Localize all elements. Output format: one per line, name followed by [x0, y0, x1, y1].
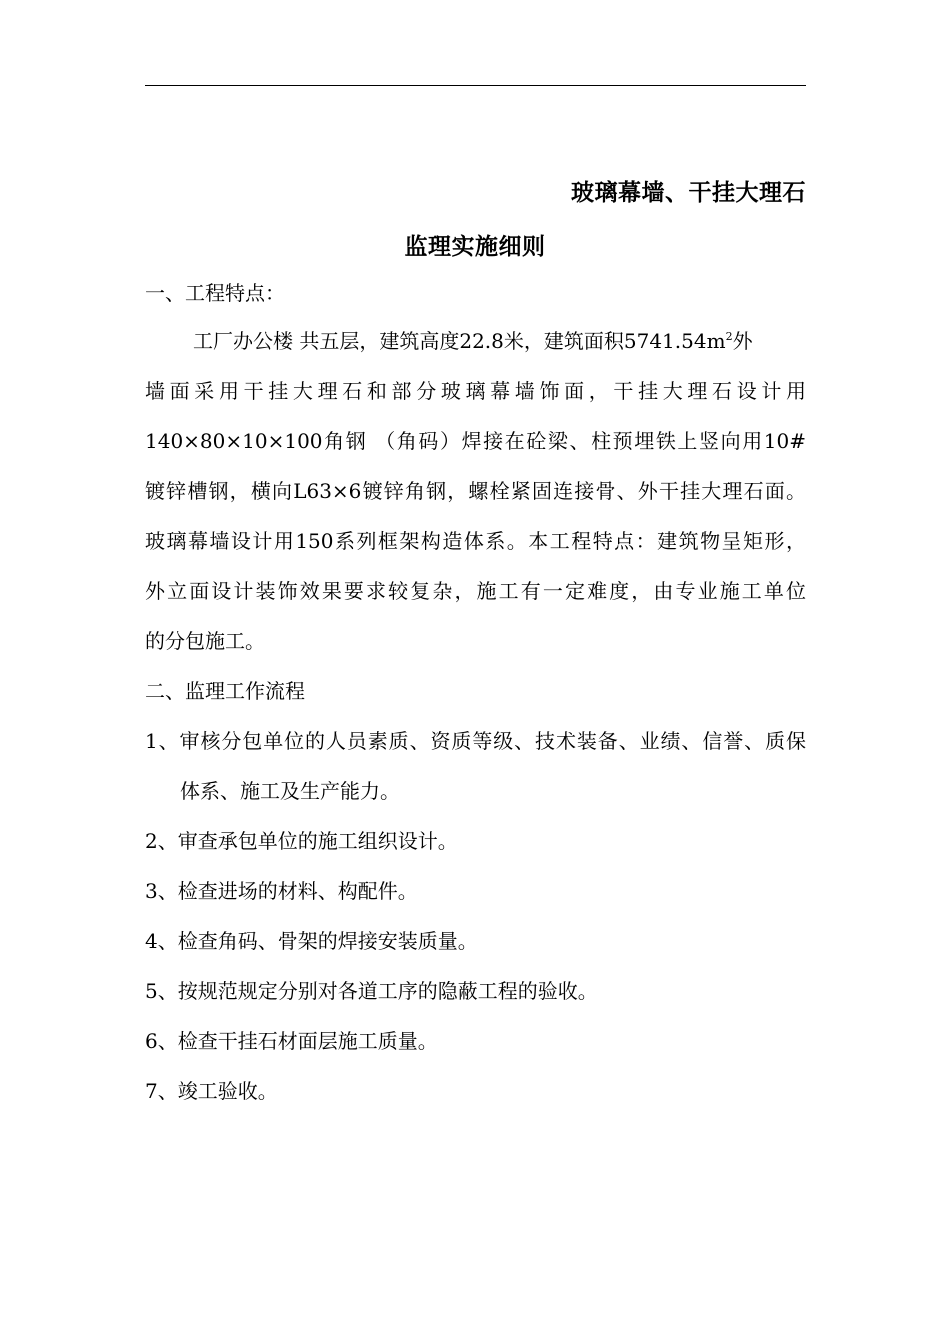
paragraph-line-4: 镀锌槽钢，横向L63×6镀锌角钢，螺栓紧固连接骨、外干挂大理石面。 — [145, 479, 806, 503]
document-title-line-1: 玻璃幕墙、干挂大理石 — [571, 179, 806, 206]
list-item-1: 1、审核分包单位的人员素质、资质等级、技术装备、业绩、信誉、质保 — [145, 729, 806, 753]
paragraph-line-2: 墙面采用干挂大理石和部分玻璃幕墙饰面，干挂大理石设计用 — [145, 379, 806, 403]
paragraph-line-1 — [193, 327, 753, 355]
list-item-5: 5、按规范规定分别对各道工序的隐蔽工程的验收。 — [145, 979, 598, 1003]
list-item-1-continuation: 体系、施工及生产能力。 — [180, 779, 400, 803]
section-2-heading: 二、监理工作流程 — [145, 679, 305, 703]
list-item-4: 4、检查角码、骨架的焊接安装质量。 — [145, 929, 478, 953]
list-item-7: 7、竣工验收。 — [145, 1079, 278, 1103]
paragraph-line-7: 的分包施工。 — [145, 629, 265, 653]
superscript-2: 2 — [725, 330, 733, 343]
paragraph-line-6: 外立面设计装饰效果要求较复杂，施工有一定难度，由专业施工单位 — [145, 579, 806, 603]
paragraph-line-5: 玻璃幕墙设计用150系列框架构造体系。本工程特点：建筑物呈矩形， — [145, 529, 806, 553]
header-rule — [145, 85, 806, 86]
document-title-line-2: 监理实施细则 — [404, 233, 546, 260]
list-item-2: 2、审查承包单位的施工组织设计。 — [145, 829, 458, 853]
section-1-heading: 一、工程特点： — [145, 281, 285, 305]
list-item-6: 6、检查干挂石材面层施工质量。 — [145, 1029, 438, 1053]
list-item-3: 3、检查进场的材料、构配件。 — [145, 879, 418, 903]
paragraph-line-1-text: 工厂办公楼 共五层，建筑高度22.8米，建筑面积5741.54m — [193, 329, 726, 353]
paragraph-line-1-tail: 外 — [732, 329, 753, 353]
paragraph-line-3: 140×80×10×100角钢 （角码）焊接在砼梁、柱预埋铁上竖向用10# — [145, 429, 806, 453]
